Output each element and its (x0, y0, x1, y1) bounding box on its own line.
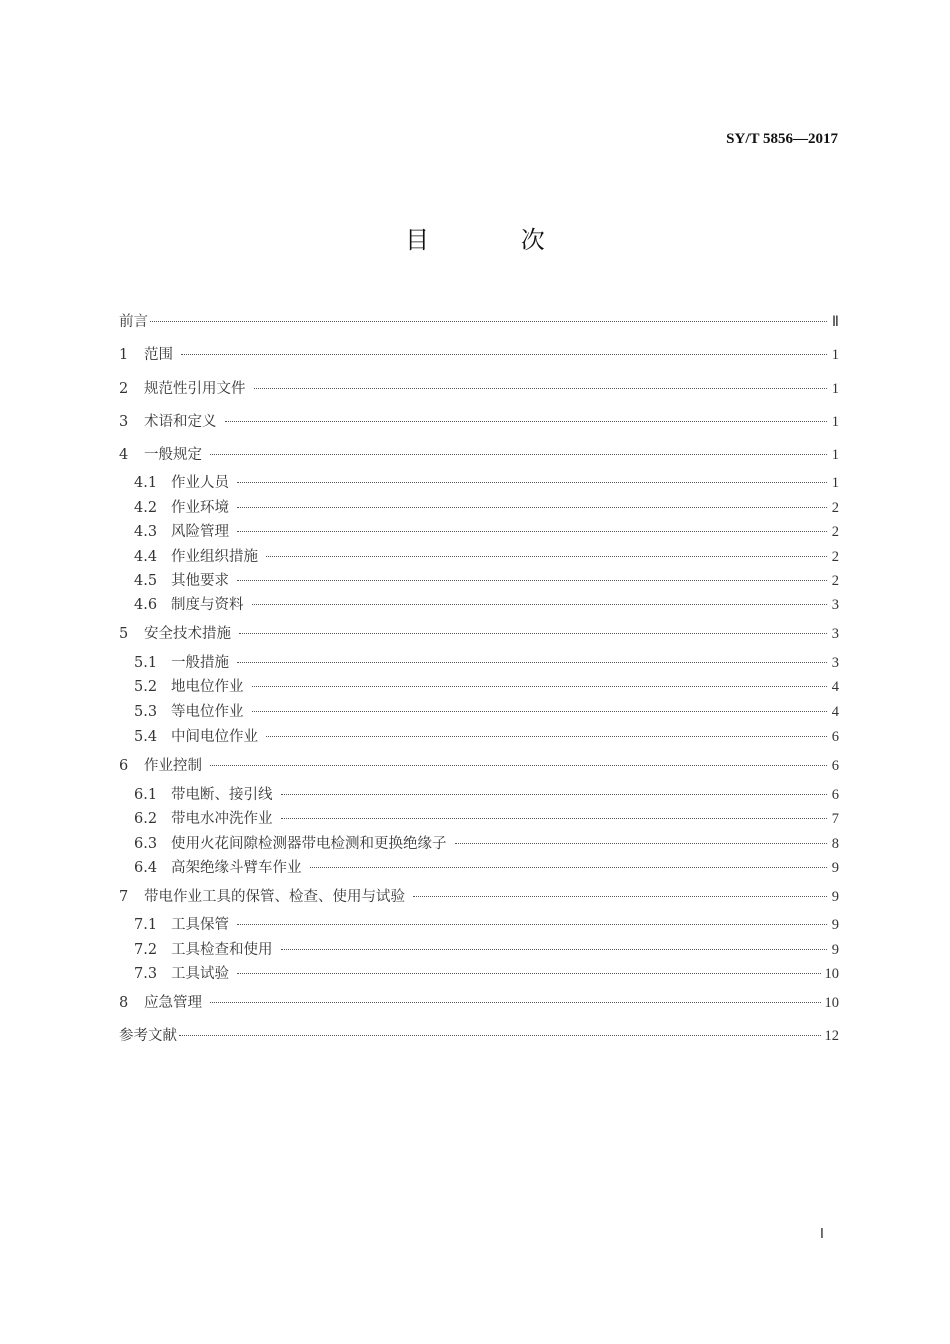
dot-leader (310, 866, 828, 868)
toc-entry-5-2[interactable] (134, 677, 839, 697)
toc-entry-4[interactable] (119, 445, 839, 465)
toc-entry-2[interactable] (119, 379, 839, 399)
dot-leader (210, 453, 827, 455)
toc-entry-number: 4.4 (134, 549, 158, 565)
toc-entry-page: 6 (831, 729, 839, 745)
toc-entry-page: 3 (831, 655, 839, 671)
toc-entry-8[interactable] (119, 993, 839, 1013)
toc-entry-foreword[interactable] (119, 312, 839, 332)
dot-leader (266, 555, 827, 557)
dot-leader (237, 661, 827, 663)
toc-entry-4-6[interactable] (134, 595, 839, 615)
toc-entry-5-1[interactable] (134, 653, 839, 673)
toc-entry-number: 7.2 (134, 942, 158, 958)
toc-entry-references[interactable] (119, 1026, 839, 1046)
toc-entry-label: 参考文献 (119, 1028, 177, 1044)
dot-leader (237, 579, 827, 581)
toc-entry-number: 4 (119, 447, 129, 463)
toc-entry-label: 作业人员 (171, 475, 229, 491)
dot-leader (413, 895, 827, 897)
toc-entry-page: 4 (831, 679, 839, 695)
page-number: Ⅰ (819, 1227, 824, 1242)
toc-entry-page: Ⅱ (831, 314, 839, 330)
dot-leader (210, 764, 827, 766)
dot-leader (210, 1001, 821, 1003)
toc-entry-number: 5.1 (134, 655, 158, 671)
toc-entry-6[interactable] (119, 756, 839, 776)
dot-leader (252, 685, 828, 687)
toc-entry-label: 术语和定义 (144, 414, 217, 430)
toc-entry-4-1[interactable] (134, 473, 839, 493)
toc-entry-6-4[interactable] (134, 858, 839, 878)
toc-entry-number: 4.3 (134, 524, 158, 540)
toc-entry-number: 5.4 (134, 729, 158, 745)
toc-entry-page: 2 (831, 500, 839, 516)
dot-leader (179, 1034, 821, 1036)
toc-entry-label: 范围 (144, 347, 173, 363)
toc-entry-page: 3 (831, 626, 839, 642)
toc-entry-4-5[interactable] (134, 571, 839, 591)
toc-entry-label: 工具保管 (171, 917, 229, 933)
dot-leader (281, 793, 828, 795)
toc-entry-number: 5 (119, 626, 129, 642)
toc-entry-label: 工具检查和使用 (171, 942, 273, 958)
toc-entry-number: 6.2 (134, 811, 158, 827)
toc-entry-7-3[interactable] (134, 964, 839, 984)
toc-entry-label: 规范性引用文件 (144, 381, 246, 397)
toc-entry-page: 1 (831, 475, 839, 491)
dot-leader (237, 923, 827, 925)
toc-entry-label: 带电水冲洗作业 (171, 811, 273, 827)
toc-entry-label: 其他要求 (171, 573, 229, 589)
toc-entry-number: 5.2 (134, 679, 158, 695)
toc-entry-number: 8 (119, 995, 129, 1011)
toc-entry-page: 10 (824, 995, 839, 1011)
toc-entry-number: 6.1 (134, 787, 158, 803)
toc-entry-number: 6.3 (134, 836, 158, 852)
toc-entry-7-2[interactable] (134, 940, 839, 960)
dot-leader (252, 710, 828, 712)
toc-entry-page: 7 (831, 811, 839, 827)
toc-entry-6-1[interactable] (134, 785, 839, 805)
dot-leader (239, 632, 827, 634)
dot-leader (237, 481, 827, 483)
toc-entry-number: 6.4 (134, 860, 158, 876)
dot-leader (455, 842, 828, 844)
toc-entry-label: 一般规定 (144, 447, 202, 463)
toc-entry-7-1[interactable] (134, 915, 839, 935)
toc-entry-label: 安全技术措施 (144, 626, 231, 642)
toc-entry-label: 应急管理 (144, 995, 202, 1011)
toc-entry-number: 7 (119, 889, 129, 905)
toc-entry-page: 8 (831, 836, 839, 852)
toc-entry-label: 一般措施 (171, 655, 229, 671)
toc-entry-number: 3 (119, 414, 129, 430)
toc-entry-number: 7.3 (134, 966, 158, 982)
dot-leader (281, 817, 828, 819)
toc-entry-page: 12 (824, 1028, 839, 1044)
toc-entry-5-4[interactable] (134, 727, 839, 747)
toc-entry-page: 6 (831, 758, 839, 774)
toc-entry-page: 2 (831, 573, 839, 589)
toc-entry-6-3[interactable] (134, 834, 839, 854)
toc-entry-page: 3 (831, 597, 839, 613)
toc-entry-6-2[interactable] (134, 809, 839, 829)
toc-entry-number: 1 (119, 347, 129, 363)
toc-entry-page: 9 (831, 860, 839, 876)
dot-leader (225, 420, 828, 422)
toc-entry-1[interactable] (119, 345, 839, 365)
toc-entry-number: 4.2 (134, 500, 158, 516)
standard-code: SY/T 5856—2017 (726, 131, 838, 147)
toc-entry-label: 带电断、接引线 (171, 787, 273, 803)
toc-entry-label: 地电位作业 (171, 679, 244, 695)
toc-entry-page: 6 (831, 787, 839, 803)
toc-entry-5[interactable] (119, 624, 839, 644)
dot-leader (254, 387, 828, 389)
toc-entry-label: 等电位作业 (171, 704, 244, 720)
dot-leader (252, 603, 828, 605)
toc-entry-4-4[interactable] (134, 547, 839, 567)
dot-leader (237, 530, 827, 532)
toc-entry-page: 1 (831, 381, 839, 397)
toc-entry-7[interactable] (119, 887, 839, 907)
toc-entry-label: 作业组织措施 (171, 549, 258, 565)
page-title: 目 次 (405, 226, 587, 254)
toc-entry-number: 4.5 (134, 573, 158, 589)
toc-entry-label: 带电作业工具的保管、检查、使用与试验 (144, 889, 405, 905)
toc-entry-page: 1 (831, 447, 839, 463)
toc-entry-label: 作业控制 (144, 758, 202, 774)
toc-entry-label: 前言 (119, 314, 148, 330)
dot-leader (237, 972, 821, 974)
toc-entry-label: 使用火花间隙检测器带电检测和更换绝缘子 (171, 836, 447, 852)
toc-entry-label: 工具试验 (171, 966, 229, 982)
toc-entry-number: 7.1 (134, 917, 158, 933)
dot-leader (150, 320, 827, 322)
toc-entry-number: 6 (119, 758, 129, 774)
toc-entry-page: 4 (831, 704, 839, 720)
dot-leader (181, 353, 827, 355)
toc-entry-number: 2 (119, 381, 129, 397)
toc-entry-5-3[interactable] (134, 702, 839, 722)
toc-entry-number: 5.3 (134, 704, 158, 720)
toc-entry-number: 4.1 (134, 475, 158, 491)
toc-entry-number: 4.6 (134, 597, 158, 613)
toc-entry-label: 中间电位作业 (171, 729, 258, 745)
toc-entry-label: 作业环境 (171, 500, 229, 516)
toc-entry-page: 9 (831, 942, 839, 958)
dot-leader (281, 948, 828, 950)
toc-entry-label: 高架绝缘斗臂车作业 (171, 860, 302, 876)
toc-entry-4-2[interactable] (134, 498, 839, 518)
toc-entry-4-3[interactable] (134, 522, 839, 542)
toc-entry-page: 1 (831, 414, 839, 430)
toc-entry-page: 10 (824, 966, 839, 982)
dot-leader (237, 506, 827, 508)
toc-entry-label: 风险管理 (171, 524, 229, 540)
toc-entry-3[interactable] (119, 412, 839, 432)
toc-entry-page: 1 (831, 347, 839, 363)
toc-entry-page: 9 (831, 889, 839, 905)
toc-entry-label: 制度与资料 (171, 597, 244, 613)
toc-entry-page: 2 (831, 524, 839, 540)
dot-leader (266, 735, 827, 737)
toc-entry-page: 9 (831, 917, 839, 933)
toc-entry-page: 2 (831, 549, 839, 565)
